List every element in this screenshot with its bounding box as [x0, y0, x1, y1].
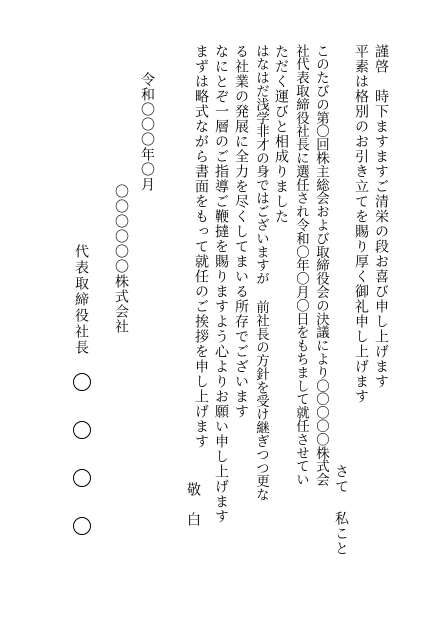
signature-mark [73, 469, 91, 487]
letter-body-line-6: はなはだ浅学非才の身ではございますが 前社長の方針を受け継ぎつつ更な [253, 44, 269, 502]
letter-body-line-9: まずは略式ながら書面をもって就任のご挨拶を申し上げます [193, 44, 209, 449]
letter-body-line-3: このたびの第〇回株主総会および取締役会の決議により〇〇〇〇〇株式会 [313, 44, 329, 487]
letter-body-line-5: ただく運びと相成りました [273, 44, 289, 224]
signature-mark [73, 421, 91, 439]
letter-closing: 敬 白 [185, 482, 201, 527]
signatory-title: 代表取締役社長 [73, 244, 89, 356]
signature-mark [73, 373, 91, 391]
letter-body-line-8: なにとぞ一層のご指導ご鞭撻を賜りますよう心よりお願い申し上げます [213, 44, 229, 524]
letter-body-line-1: 平素は格別のお引き立てを賜り厚く御礼申し上げます [353, 44, 369, 404]
letter-salutation-line: 謹啓 時下ますますご清栄の段お喜び申し上げます [373, 44, 389, 389]
letter-date: 令和〇〇〇年〇月 [139, 72, 155, 192]
letter-body-line-7: る社業の発展に全力を尽くしてまいる所存でございます [233, 44, 249, 419]
signature-mark [73, 517, 91, 535]
letter-body-line-4: 社代表取締役社長に選任され令和〇年〇月〇日をもちまして就任させてい [293, 44, 309, 487]
letter-body-line-2: さて 私こと [333, 464, 349, 556]
company-name: 〇〇〇〇〇〇株式会社 [113, 184, 129, 334]
